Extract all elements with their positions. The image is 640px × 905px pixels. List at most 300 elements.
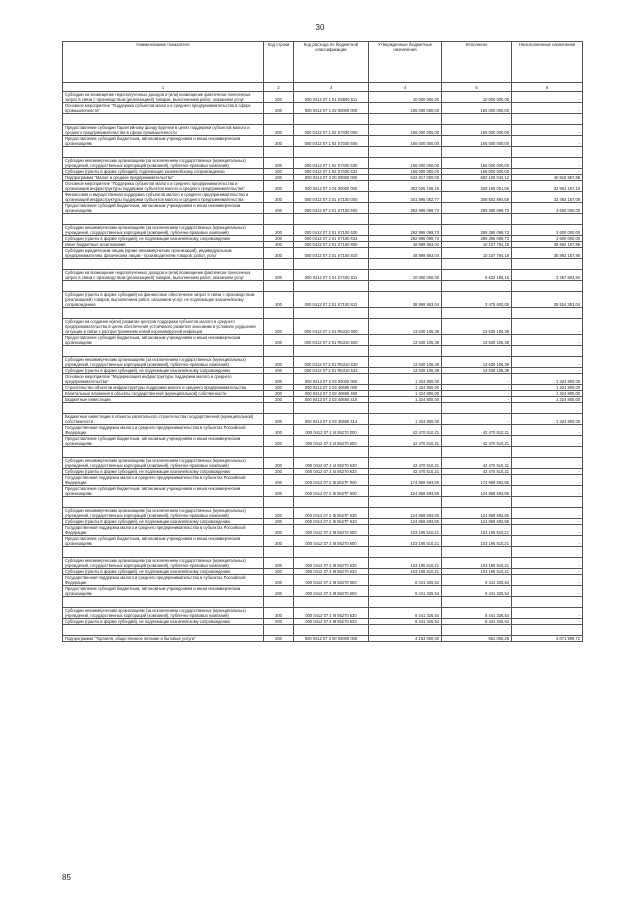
- row-unexecuted-cell: 35 524 353,04: [512, 292, 583, 308]
- row-name-cell: Подпрограмма "Торговля, общественное питание и бытовые услуги": [63, 636, 264, 642]
- spacer-cell: [369, 497, 442, 508]
- row-approved-cell: 42 470 510,21: [369, 458, 442, 469]
- row-kbk-cell: 000 0412 07 2 01 S7100 810: [294, 248, 369, 259]
- table-header-row: [63, 42, 583, 83]
- row-code-cell: 200: [264, 519, 294, 525]
- row-name-cell: Строительство объектов инфраструктуры поддержки малого и среднего предпринимательства: [63, 385, 264, 391]
- spacer-cell: [369, 281, 442, 292]
- row-approved-cell: 13 630 106,39: [369, 319, 442, 335]
- row-code-cell: 200: [264, 558, 294, 569]
- row-executed-cell: 8 441 326,54: [442, 608, 512, 619]
- spacer-cell: [369, 597, 442, 608]
- spacer-cell: [442, 147, 512, 158]
- spacer-cell: [264, 403, 294, 414]
- row-approved-cell: 103 195 510,21: [369, 536, 442, 547]
- row-unexecuted-cell: 3 071 999,72: [512, 636, 583, 642]
- row-executed-cell: 10 000 000,00: [442, 92, 512, 103]
- spacer-cell: [294, 214, 369, 225]
- column-header: Код строки: [264, 42, 294, 83]
- row-name-cell: Субсидии на создание и(или) развитие центров поддержки субъектов малого и среднего предпринимательства в целях обеспечения устойчивого развития экономики в условиях ухудшения ситуации в связи с распространением новой коронавирусной инфекции: [63, 319, 264, 335]
- row-kbk-cell: 000 0412 07 2 01 S7100 811: [294, 270, 369, 281]
- row-executed-cell: 289 395 099,73: [442, 236, 512, 242]
- row-code-cell: 200: [264, 136, 294, 147]
- row-unexecuted-cell: -: [512, 169, 583, 175]
- row-kbk-cell: 000 0412 07 2 00 00000 000: [294, 175, 369, 181]
- spacer-cell: [442, 547, 512, 558]
- table-spacer-row: [63, 214, 583, 225]
- row-name-cell: Предоставление субсидий бюджетным, автономным учреждениям и иным некоммерческим организациям: [63, 586, 264, 597]
- row-unexecuted-cell: 40 816 957,88: [512, 175, 583, 181]
- spacer-cell: [63, 214, 264, 225]
- row-kbk-cell: 000 0412 07 2 03 00000 000: [294, 374, 369, 385]
- row-unexecuted-cell: 1 324 800,00: [512, 385, 583, 391]
- row-code-cell: 200: [264, 425, 294, 436]
- column-header: Неисполненные назначения: [512, 42, 583, 83]
- row-unexecuted-cell: -: [512, 508, 583, 519]
- row-kbk-cell: 000 0412 07 2 01 R5310 633: [294, 368, 369, 374]
- table-spacer-row: [63, 346, 583, 357]
- row-unexecuted-cell: 3 600 000,00: [512, 225, 583, 236]
- spacer-cell: [442, 308, 512, 319]
- row-code-cell: 200: [264, 569, 294, 575]
- row-executed-cell: 289 395 099,73: [442, 203, 512, 214]
- row-kbk-cell: 000 0412 07 2 01 00000 000: [294, 181, 369, 192]
- row-code-cell: 200: [264, 270, 294, 281]
- row-kbk-cell: 000 0412 07 2 I5 5527F 630: [294, 508, 369, 519]
- row-unexecuted-cell: -: [512, 486, 583, 497]
- row-code-cell: 200: [264, 525, 294, 536]
- row-unexecuted-cell: -: [512, 368, 583, 374]
- row-code-cell: 200: [264, 103, 294, 114]
- row-approved-cell: 10 000 000,00: [369, 92, 442, 103]
- row-code-cell: 200: [264, 125, 294, 136]
- table-row: [63, 92, 583, 103]
- row-executed-cell: 103 195 510,21: [442, 569, 512, 575]
- spacer-cell: [442, 403, 512, 414]
- spacer-cell: [264, 214, 294, 225]
- row-unexecuted-cell: -: [512, 575, 583, 586]
- row-executed-cell: 165 000 000,00: [442, 169, 512, 175]
- spacer-cell: [512, 597, 583, 608]
- row-code-cell: 200: [264, 158, 294, 169]
- column-number: 1: [63, 83, 264, 92]
- row-approved-cell: 8 441 326,54: [369, 608, 442, 619]
- spacer-cell: [63, 625, 264, 636]
- table-row: [63, 475, 583, 486]
- table-row: [63, 175, 583, 181]
- spacer-cell: [63, 147, 264, 158]
- row-name-cell: Субсидии некоммерческим организациям (за исключением государственных (муниципальных) учреждений, государственных корпораций (компаний), публично-правовых компаний): [63, 357, 264, 368]
- row-name-cell: Субсидии на возмещение недополученных доходов и (или) возмещение фактически понесенных затрат в связи с производством (реализацией) товаров, выполнением работ, оказанием услуг: [63, 270, 264, 281]
- row-approved-cell: 38 999 953,04: [369, 292, 442, 308]
- spacer-cell: [512, 259, 583, 270]
- row-unexecuted-cell: 1 324 800,00: [512, 391, 583, 397]
- row-unexecuted-cell: 32 492 157,08: [512, 192, 583, 203]
- row-name-cell: Предоставление субсидий бюджетным, автономным учреждениям и иным некоммерческим организациям: [63, 136, 264, 147]
- row-executed-cell: 13 630 106,39: [442, 357, 512, 368]
- table-row: [63, 203, 583, 214]
- row-unexecuted-cell: -: [512, 519, 583, 525]
- row-executed-cell: -: [442, 391, 512, 397]
- row-kbk-cell: 000 0412 07 2 I5 5527F 600: [294, 486, 369, 497]
- row-kbk-cell: 000 0412 07 2 I4 55270 600: [294, 436, 369, 447]
- column-header: Наименование показателя: [63, 42, 264, 83]
- row-unexecuted-cell: -: [512, 475, 583, 486]
- row-executed-cell: 124 869 693,85: [442, 486, 512, 497]
- table-spacer-row: [63, 281, 583, 292]
- table-row: [63, 469, 583, 475]
- spacer-cell: [264, 447, 294, 458]
- spacer-cell: [264, 147, 294, 158]
- row-approved-cell: 1 324 800,00: [369, 397, 442, 403]
- row-unexecuted-cell: -: [512, 357, 583, 368]
- table-spacer-row: [63, 147, 583, 158]
- column-number: 6: [512, 83, 583, 92]
- table-spacer-row: [63, 625, 583, 636]
- row-executed-cell: 42 470 510,21: [442, 436, 512, 447]
- spacer-cell: [369, 625, 442, 636]
- column-number-row: [63, 83, 583, 92]
- row-approved-cell: 165 000 000,00: [369, 125, 442, 136]
- spacer-cell: [294, 447, 369, 458]
- row-approved-cell: 13 630 106,39: [369, 368, 442, 374]
- table-row: [63, 192, 583, 203]
- row-name-cell: Субсидии некоммерческим организациям (за исключением государственных (муниципальных) учреждений, государственных корпораций (компаний), публично-правовых компаний): [63, 158, 264, 169]
- row-name-cell: Субсидии (гранты в форме субсидий), не подлежащие казначейскому сопровождению: [63, 569, 264, 575]
- row-name-cell: Субсидии (гранты в форме субсидий), не подлежащие казначейскому сопровождению: [63, 619, 264, 625]
- column-number: 3: [294, 83, 369, 92]
- row-name-cell: Иные бюджетные ассигнования: [63, 242, 264, 248]
- row-code-cell: 200: [264, 508, 294, 519]
- row-executed-cell: 165 000 000,00: [442, 136, 512, 147]
- table-row: [63, 525, 583, 536]
- spacer-cell: [512, 281, 583, 292]
- row-executed-cell: 8 441 326,54: [442, 619, 512, 625]
- table-row: [63, 436, 583, 447]
- row-unexecuted-cell: -: [512, 619, 583, 625]
- row-unexecuted-cell: -: [512, 158, 583, 169]
- table-row: [63, 374, 583, 385]
- spacer-cell: [512, 147, 583, 158]
- spacer-cell: [264, 547, 294, 558]
- row-approved-cell: 1 324 800,00: [369, 414, 442, 425]
- row-kbk-cell: 000 0412 07 3 00 00000 000: [294, 636, 369, 642]
- column-header: Исполнено: [442, 42, 512, 83]
- spacer-cell: [369, 147, 442, 158]
- row-name-cell: Государственная поддержка малого и среднего предпринимательства в субъектах Российской Федерации: [63, 425, 264, 436]
- row-unexecuted-cell: 38 892 157,86: [512, 242, 583, 248]
- table-row: [63, 225, 583, 236]
- row-kbk-cell: 000 0412 07 2 I8 55270 600: [294, 536, 369, 547]
- row-kbk-cell: 000 0412 07 2 I8 55270 630: [294, 608, 369, 619]
- row-code-cell: 200: [264, 319, 294, 335]
- row-unexecuted-cell: 3 600 000,00: [512, 236, 583, 242]
- spacer-cell: [369, 308, 442, 319]
- row-unexecuted-cell: 1 324 800,00: [512, 374, 583, 385]
- row-unexecuted-cell: -: [512, 469, 583, 475]
- row-executed-cell: 124 869 693,85: [442, 519, 512, 525]
- row-approved-cell: 362 026 158,16: [369, 181, 442, 192]
- spacer-cell: [442, 114, 512, 125]
- row-approved-cell: 165 000 000,00: [369, 158, 442, 169]
- row-unexecuted-cell: -: [512, 536, 583, 547]
- row-executed-cell: 10 107 794,18: [442, 248, 512, 259]
- table-row: [63, 181, 583, 192]
- row-code-cell: 200: [264, 248, 294, 259]
- row-executed-cell: 165 000 000,00: [442, 125, 512, 136]
- row-name-cell: Бюджетные инвестиции в объекты капитального строительства государственной (муниципальной) собственности: [63, 414, 264, 425]
- row-code-cell: 200: [264, 586, 294, 597]
- column-header: Утвержденные бюджетные назначения: [369, 42, 442, 83]
- row-approved-cell: 165 000 000,00: [369, 136, 442, 147]
- row-kbk-cell: 000 0412 07 1 01 S6900 811: [294, 92, 369, 103]
- table-row: [63, 270, 583, 281]
- spacer-cell: [294, 346, 369, 357]
- page-number: 30: [315, 23, 325, 32]
- row-name-cell: Государственная поддержка малого и среднего предпринимательства в субъектах Российской Федерации: [63, 525, 264, 536]
- table-row: [63, 125, 583, 136]
- row-approved-cell: 1 324 800,00: [369, 385, 442, 391]
- table-row: [63, 368, 583, 374]
- budget-table: [62, 41, 583, 642]
- row-approved-cell: 1 324 800,00: [369, 391, 442, 397]
- spacer-cell: [512, 214, 583, 225]
- row-name-cell: Предоставление субсидий бюджетным, автономным учреждениям и иным некоммерческим организациям: [63, 486, 264, 497]
- row-name-cell: Субсидии некоммерческим организациям (за исключением государственных (муниципальных) учреждений, государственных корпораций (компаний), публично-правовых компаний): [63, 225, 264, 236]
- row-executed-cell: 165 000 000,00: [442, 158, 512, 169]
- row-approved-cell: 165 000 000,00: [369, 103, 442, 114]
- row-executed-cell: -: [442, 414, 512, 425]
- row-name-cell: Субсидии на возмещение недополученных доходов и (или) возмещение фактически понесенных затрат в связи с производством (реализацией) товаров, выполнением работ, оказанием услуг: [63, 92, 264, 103]
- row-executed-cell: 103 195 510,21: [442, 536, 512, 547]
- row-unexecuted-cell: -: [512, 425, 583, 436]
- row-code-cell: 200: [264, 436, 294, 447]
- spacer-cell: [512, 308, 583, 319]
- row-executed-cell: 42 470 510,21: [442, 425, 512, 436]
- column-number: 5: [442, 83, 512, 92]
- row-approved-cell: 1 324 800,00: [369, 374, 442, 385]
- row-code-cell: 200: [264, 475, 294, 486]
- row-code-cell: 200: [264, 397, 294, 403]
- spacer-cell: [442, 281, 512, 292]
- spacer-cell: [294, 259, 369, 270]
- row-executed-cell: 10 107 794,18: [442, 242, 512, 248]
- footer-number: 85: [62, 873, 71, 882]
- row-code-cell: 200: [264, 92, 294, 103]
- row-code-cell: 200: [264, 242, 294, 248]
- row-kbk-cell: 000 0412 07 2 I8 55270 633: [294, 569, 369, 575]
- spacer-cell: [264, 346, 294, 357]
- column-header: Код расхода по бюджетной классификации: [294, 42, 369, 83]
- row-approved-cell: 124 869 693,85: [369, 519, 442, 525]
- row-kbk-cell: 000 0412 07 2 03 40690 414: [294, 414, 369, 425]
- row-name-cell: Предоставление субсидий бюджетным, автономным учреждениям и иным некоммерческим организациям: [63, 536, 264, 547]
- table-row: [63, 569, 583, 575]
- row-unexecuted-cell: 32 861 157,10: [512, 181, 583, 192]
- row-unexecuted-cell: -: [512, 608, 583, 619]
- table-row: [63, 136, 583, 147]
- spacer-cell: [294, 625, 369, 636]
- spacer-cell: [369, 214, 442, 225]
- row-executed-cell: 174 869 693,85: [442, 475, 512, 486]
- row-kbk-cell: 000 0412 07 2 I5 5527F 000: [294, 475, 369, 486]
- spacer-cell: [512, 114, 583, 125]
- row-approved-cell: 124 869 693,85: [369, 486, 442, 497]
- row-approved-cell: 13 630 106,39: [369, 335, 442, 346]
- row-unexecuted-cell: -: [512, 586, 583, 597]
- row-approved-cell: 42 470 510,21: [369, 436, 442, 447]
- row-code-cell: 200: [264, 181, 294, 192]
- row-kbk-cell: 000 0412 07 2 01 R5310 630: [294, 357, 369, 368]
- table-row: [63, 319, 583, 335]
- table-row: [63, 158, 583, 169]
- row-approved-cell: 103 195 510,21: [369, 525, 442, 536]
- table-row: [63, 508, 583, 519]
- row-name-cell: Субсидии (гранты в форме субсидий), не подлежащие казначейскому сопровождению: [63, 469, 264, 475]
- table-spacer-row: [63, 403, 583, 414]
- row-name-cell: Субсидии некоммерческим организациям (за исключением государственных (муниципальных) учреждений, государственных корпораций (компаний), публично-правовых компаний): [63, 508, 264, 519]
- row-kbk-cell: 000 0412 07 1 02 S7030 630: [294, 158, 369, 169]
- row-code-cell: 200: [264, 575, 294, 586]
- table-row: [63, 335, 583, 346]
- row-unexecuted-cell: -: [512, 136, 583, 147]
- spacer-cell: [442, 447, 512, 458]
- row-name-cell: Субсидии некоммерческим организациям (за исключением государственных (муниципальных) учреждений, государственных корпораций (компаний), публично-правовых компаний): [63, 558, 264, 569]
- spacer-cell: [512, 403, 583, 414]
- row-kbk-cell: 000 0412 07 1 02 S7030 600: [294, 136, 369, 147]
- row-name-cell: Предоставление субсидий бюджетным, автономным учреждениям и иным некоммерческим организациям: [63, 436, 264, 447]
- row-kbk-cell: 000 0412 07 2 01 S7100 000: [294, 192, 369, 203]
- table-row: [63, 248, 583, 259]
- row-unexecuted-cell: -: [512, 92, 583, 103]
- row-executed-cell: 681 000,28: [442, 636, 512, 642]
- spacer-cell: [294, 597, 369, 608]
- row-name-cell: Субсидии (гранты в форме субсидий) на финансовое обеспечение затрат в связи с производством (реализацией) товаров, выполнением работ, оказанием услуг, не подлежащие казначейскому сопровождению: [63, 292, 264, 308]
- spacer-cell: [294, 281, 369, 292]
- row-approved-cell: 642 817 000,00: [369, 175, 442, 181]
- row-unexecuted-cell: 3 600 000,00: [512, 203, 583, 214]
- row-executed-cell: 13 630 106,39: [442, 319, 512, 335]
- row-executed-cell: 103 195 510,21: [442, 558, 512, 569]
- row-name-cell: Подпрограмма "Малое и среднее предпринимательство": [63, 175, 264, 181]
- spacer-cell: [264, 625, 294, 636]
- row-executed-cell: 124 869 693,85: [442, 508, 512, 519]
- row-approved-cell: 103 195 510,21: [369, 558, 442, 569]
- row-approved-cell: 42 470 510,21: [369, 425, 442, 436]
- row-kbk-cell: 000 0412 07 2 I4 55270 633: [294, 469, 369, 475]
- spacer-cell: [512, 346, 583, 357]
- table-row: [63, 586, 583, 597]
- row-executed-cell: -: [442, 397, 512, 403]
- table-row: [63, 608, 583, 619]
- row-code-cell: 200: [264, 636, 294, 642]
- spacer-cell: [264, 597, 294, 608]
- row-kbk-cell: 000 0412 07 2 03 40690 410: [294, 397, 369, 403]
- row-unexecuted-cell: -: [512, 558, 583, 569]
- row-approved-cell: 8 441 326,54: [369, 575, 442, 586]
- row-name-cell: Бюджетные инвестиции: [63, 397, 264, 403]
- table-row: [63, 486, 583, 497]
- column-number: 4: [369, 83, 442, 92]
- table-row: [63, 414, 583, 425]
- spacer-cell: [369, 346, 442, 357]
- row-name-cell: Капитальные вложения в объекты государственной (муниципальной) собственности: [63, 391, 264, 397]
- spacer-cell: [264, 114, 294, 125]
- spacer-cell: [294, 547, 369, 558]
- row-unexecuted-cell: -: [512, 335, 583, 346]
- spacer-cell: [63, 346, 264, 357]
- row-name-cell: Субсидии (гранты в форме субсидий), не подлежащие казначейскому сопровождению: [63, 519, 264, 525]
- row-code-cell: 200: [264, 469, 294, 475]
- row-kbk-cell: 000 0412 07 2 01 S7100 630: [294, 225, 369, 236]
- row-kbk-cell: 000 0412 07 1 02 00000 000: [294, 103, 369, 114]
- row-executed-cell: 13 630 106,39: [442, 335, 512, 346]
- row-approved-cell: 165 000 000,00: [369, 169, 442, 175]
- row-executed-cell: -: [442, 385, 512, 391]
- row-executed-cell: 42 470 510,21: [442, 458, 512, 469]
- row-code-cell: 200: [264, 619, 294, 625]
- spacer-cell: [294, 147, 369, 158]
- row-unexecuted-cell: -: [512, 436, 583, 447]
- row-name-cell: Предоставление субсидий бюджетным, автономным учреждениям и иным некоммерческим организациям: [63, 335, 264, 346]
- row-kbk-cell: 000 0412 07 2 01 S7100 633: [294, 236, 369, 242]
- row-code-cell: 200: [264, 335, 294, 346]
- row-approved-cell: 4 153 000,00: [369, 636, 442, 642]
- row-executed-cell: 103 195 510,21: [442, 525, 512, 536]
- spacer-cell: [369, 547, 442, 558]
- row-code-cell: 200: [264, 458, 294, 469]
- row-kbk-cell: 000 0412 07 2 I4 55270 630: [294, 458, 369, 469]
- row-unexecuted-cell: -: [512, 125, 583, 136]
- spacer-cell: [369, 259, 442, 270]
- row-kbk-cell: 000 0412 07 2 I8 55270 000: [294, 525, 369, 536]
- row-executed-cell: 289 395 099,73: [442, 225, 512, 236]
- spacer-cell: [442, 597, 512, 608]
- row-kbk-cell: 000 0412 07 2 I8 55270 630: [294, 558, 369, 569]
- row-code-cell: 200: [264, 225, 294, 236]
- row-kbk-cell: 000 0412 07 2 I8 55270 600: [294, 586, 369, 597]
- table-spacer-row: [63, 447, 583, 458]
- spacer-cell: [63, 497, 264, 508]
- row-approved-cell: 341 995 052,77: [369, 192, 442, 203]
- row-approved-cell: 48 999 953,04: [369, 248, 442, 259]
- table-spacer-row: [63, 547, 583, 558]
- row-name-cell: Предоставление субсидии Гарантийному фонду Бурятии в целях поддержки субъектов малого и среднего предпринимательства в сфере промышленности: [63, 125, 264, 136]
- row-approved-cell: 103 195 510,21: [369, 569, 442, 575]
- spacer-cell: [442, 214, 512, 225]
- row-approved-cell: 292 995 099,73: [369, 203, 442, 214]
- row-name-cell: Основное мероприятие "Поддержка субъектов малого и среднего предпринимательства и организаций инфраструктуры поддержки субъектов малого и среднего предпринимательства": [63, 181, 264, 192]
- row-code-cell: 200: [264, 175, 294, 181]
- spacer-cell: [442, 625, 512, 636]
- row-kbk-cell: 000 0412 07 1 02 S7030 000: [294, 125, 369, 136]
- row-executed-cell: 3 475 600,00: [442, 292, 512, 308]
- spacer-cell: [512, 447, 583, 458]
- row-kbk-cell: 000 0412 07 2 I8 55270 000: [294, 575, 369, 586]
- row-code-cell: 200: [264, 192, 294, 203]
- row-name-cell: Предоставление субсидий бюджетным, автономным учреждениям и иным некоммерческим организациям: [63, 203, 264, 214]
- row-approved-cell: 10 000 000,00: [369, 270, 442, 281]
- row-code-cell: 200: [264, 236, 294, 242]
- spacer-cell: [264, 259, 294, 270]
- row-executed-cell: 6 632 195,16: [442, 270, 512, 281]
- table-row: [63, 292, 583, 308]
- row-unexecuted-cell: -: [512, 569, 583, 575]
- row-approved-cell: 8 441 326,54: [369, 586, 442, 597]
- row-unexecuted-cell: 38 892 157,86: [512, 248, 583, 259]
- row-unexecuted-cell: -: [512, 458, 583, 469]
- row-executed-cell: 8 441 326,54: [442, 586, 512, 597]
